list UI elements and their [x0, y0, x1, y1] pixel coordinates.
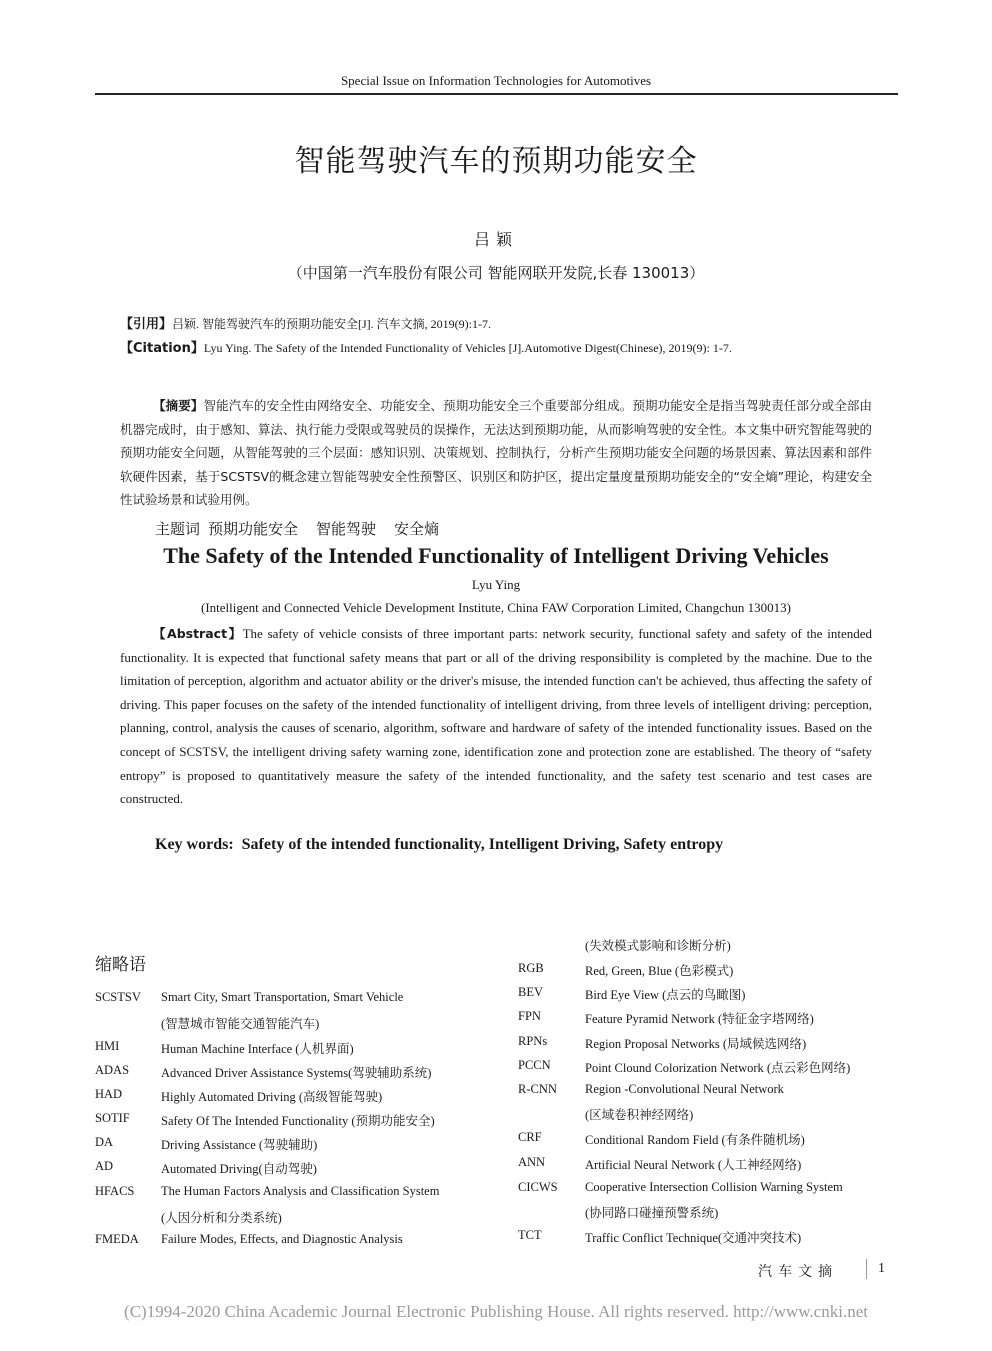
abbreviation-definition: Human Machine Interface (人机界面) — [161, 1042, 354, 1056]
abbreviation-term: HFACS — [95, 1184, 135, 1198]
abbreviation-term: CRF — [518, 1130, 542, 1144]
abbreviation-definition-cont: (人因分析和分类系统) — [161, 1211, 282, 1225]
keyword-item: 安全熵 — [394, 520, 440, 538]
abbreviation-term: BEV — [518, 985, 543, 999]
citation-chinese-text: 吕颖. 智能驾驶汽车的预期功能安全[J]. 汽车文摘, 2019(9):1-7. — [172, 317, 492, 331]
running-head: Special Issue on Information Technologies for Automotives — [340, 73, 652, 88]
abstract-chinese — [120, 394, 872, 512]
copyright-watermark: (C)1994-2020 China Academic Journal Electronic Publishing House. All rights reserved. http://www.cnki.net — [124, 1302, 868, 1321]
keywords-chinese — [155, 518, 457, 539]
abbreviation-definition: Red, Green, Blue (色彩模式) — [585, 964, 734, 978]
abbreviation-definition: The Human Factors Analysis and Classification System — [161, 1184, 440, 1198]
abbreviation-definition-cont: (智慧城市智能交通智能汽车) — [161, 1017, 320, 1031]
footer-divider — [866, 1259, 867, 1279]
citation-chinese-label: 【引用】 — [120, 317, 173, 332]
affiliation-chinese: （中国第一汽车股份有限公司 智能网联开发院,长春 130013） — [287, 264, 705, 282]
abbreviation-term: PCCN — [518, 1058, 551, 1072]
abbreviation-term: FPN — [518, 1009, 541, 1023]
title-chinese: 智能驾驶汽车的预期功能安全 — [294, 144, 698, 179]
abbreviation-definition: Highly Automated Driving (高级智能驾驶) — [161, 1090, 383, 1104]
title-english: The Safety of the Intended Functionality of Intelligent Driving Vehicles — [163, 543, 829, 568]
abbreviations-right-column — [518, 936, 888, 1248]
affiliation-english: (Intelligent and Connected Vehicle Development Institute, China FAW Corporation Limited, Changchun 130013) — [201, 600, 791, 615]
abbreviation-term: ADAS — [95, 1063, 130, 1077]
abbreviation-definition: Cooperative Intersection Collision Warning System — [585, 1180, 843, 1194]
abstract-chinese-text: 智能汽车的安全性由网络安全、功能安全、预期功能安全三个重要部分组成。预期功能安全是指当驾驶责任部分或全部由机器完成时，由于感知、算法、执行能力受限或驾驶员的误操作，无法达到预期功能，从而影响驾驶的安全性。本文集中研究智能驾驶的预期功能安全问题，从智能驾驶的三个层面：感知识别、决策规划、控制执行，分析产生预期功能安全问题的场景因素、算法因素和部件软硬件因素，基于SCSTSV的概念建立智能驾驶安全性预警区、识别区和防护区，提出定量度量预期功能安全的“安全熵”理论，构建安全性试验场景和试验用例。 — [120, 398, 872, 508]
abstract-english-label: 【Abstract】 — [153, 626, 243, 641]
abbreviation-term: DA — [95, 1135, 114, 1149]
abbreviation-term: HAD — [95, 1087, 123, 1101]
abbreviation-definition: Traffic Conflict Technique(交通冲突技术) — [585, 1231, 802, 1245]
abbreviation-definition-cont: (区域卷积神经网络) — [585, 1108, 694, 1122]
abbreviation-term: ANN — [518, 1155, 546, 1169]
abbreviation-definition: Smart City, Smart Transportation, Smart Vehicle — [161, 990, 404, 1004]
abbreviation-term: TCT — [518, 1228, 542, 1242]
abbreviation-definition: Safety Of The Intended Functionality (预期功能安全) — [161, 1114, 435, 1128]
citation-english-label: 【Citation】 — [120, 341, 204, 356]
abbreviations-left-column — [95, 990, 495, 1255]
abbreviation-definition: Automated Driving(自动驾驶) — [161, 1162, 317, 1176]
abbreviations-title: 缩略语 — [95, 955, 146, 975]
abbreviation-term: HMI — [95, 1039, 120, 1053]
abbreviation-term: RGB — [518, 961, 544, 975]
keyword-item: 预期功能安全 — [208, 520, 299, 538]
keywords-english — [155, 836, 723, 854]
abbreviation-definition: Artificial Neural Network (人工神经网络) — [585, 1158, 802, 1172]
abstract-chinese-label: 【摘要】 — [153, 398, 204, 413]
abbreviation-definition: Conditional Random Field (有条件随机场) — [585, 1133, 805, 1147]
citation-english — [120, 337, 880, 356]
abbreviation-definition: Region Proposal Networks (局域候选网络) — [585, 1037, 807, 1051]
page-number: 1 — [878, 1261, 885, 1276]
author-english: Lyu Ying — [471, 577, 521, 592]
footer-journal-name: 汽车文摘 — [758, 1264, 838, 1280]
abbreviation-definition-cont: (协同路口碰撞预警系统) — [585, 1206, 719, 1220]
abstract-english — [120, 622, 872, 811]
abbreviation-definition: Point Clound Colorization Network (点云彩色网络) — [585, 1061, 851, 1075]
abbreviation-term: SOTIF — [95, 1111, 130, 1125]
abbreviation-term: RPNs — [518, 1034, 548, 1048]
citation-chinese — [120, 313, 880, 332]
author-chinese: 吕颖 — [473, 230, 518, 249]
abbreviation-definition: Region -Convolutional Neural Network — [585, 1082, 784, 1096]
abbreviation-definition: Driving Assistance (驾驶辅助) — [161, 1138, 318, 1152]
abbreviation-term: R-CNN — [518, 1082, 557, 1096]
abbreviation-definition: Advanced Driver Assistance Systems(驾驶辅助系统) — [161, 1066, 432, 1080]
abbreviation-definition: Failure Modes, Effects, and Diagnostic Analysis — [161, 1232, 403, 1246]
keyword-item: 智能驾驶 — [316, 520, 377, 538]
keywords-english-label: Key words: — [155, 836, 234, 853]
header-rule — [95, 93, 898, 95]
keywords-chinese-label: 主题词 — [155, 520, 201, 538]
abbreviation-term: CICWS — [518, 1180, 558, 1194]
abbreviation-definition: Feature Pyramid Network (特征金字塔网络) — [585, 1012, 814, 1026]
citation-english-text: Lyu Ying. The Safety of the Intended Functionality of Vehicles [J].Automotive Digest(Chinese), 2019(9): 1-7. — [203, 341, 732, 355]
abbreviation-term: FMEDA — [95, 1232, 139, 1246]
abbreviation-term: SCSTSV — [95, 990, 141, 1004]
abbreviation-definition: Bird Eye View (点云的鸟瞰图) — [585, 988, 746, 1002]
abbreviation-term: AD — [95, 1159, 114, 1173]
abbreviation-definition-cont: (失效模式影响和诊断分析) — [585, 939, 731, 953]
keywords-english-text: Safety of the intended functionality, Intelligent Driving, Safety entropy — [241, 836, 724, 853]
abstract-english-text: The safety of vehicle consists of three important parts: network security, functional safety and safety of the intended functionality. It is expected that functional safety means that part or all of the driving responsibility is completed by the machine. Due to the limitation of perception, algorithm and actuator ability or the driver's misuse, the intended function can't be achieved, thus affecting the safety of driving. This paper focuses on the safety of the intended functionality of intelligent driving, from three levels of intelligent driving: perception, planning, control, analysis the causes of scenario, algorithm, software and hardware of safety of the intended functionality issues. Based on the concept of SCSTSV, the intelligent driving safety warning zone, identification zone and protection zone are established. The theory of “safety entropy” is proposed to quantitatively measure the safety of the intended functionality, and the safety test scenario and test cases are constructed. — [120, 626, 872, 807]
